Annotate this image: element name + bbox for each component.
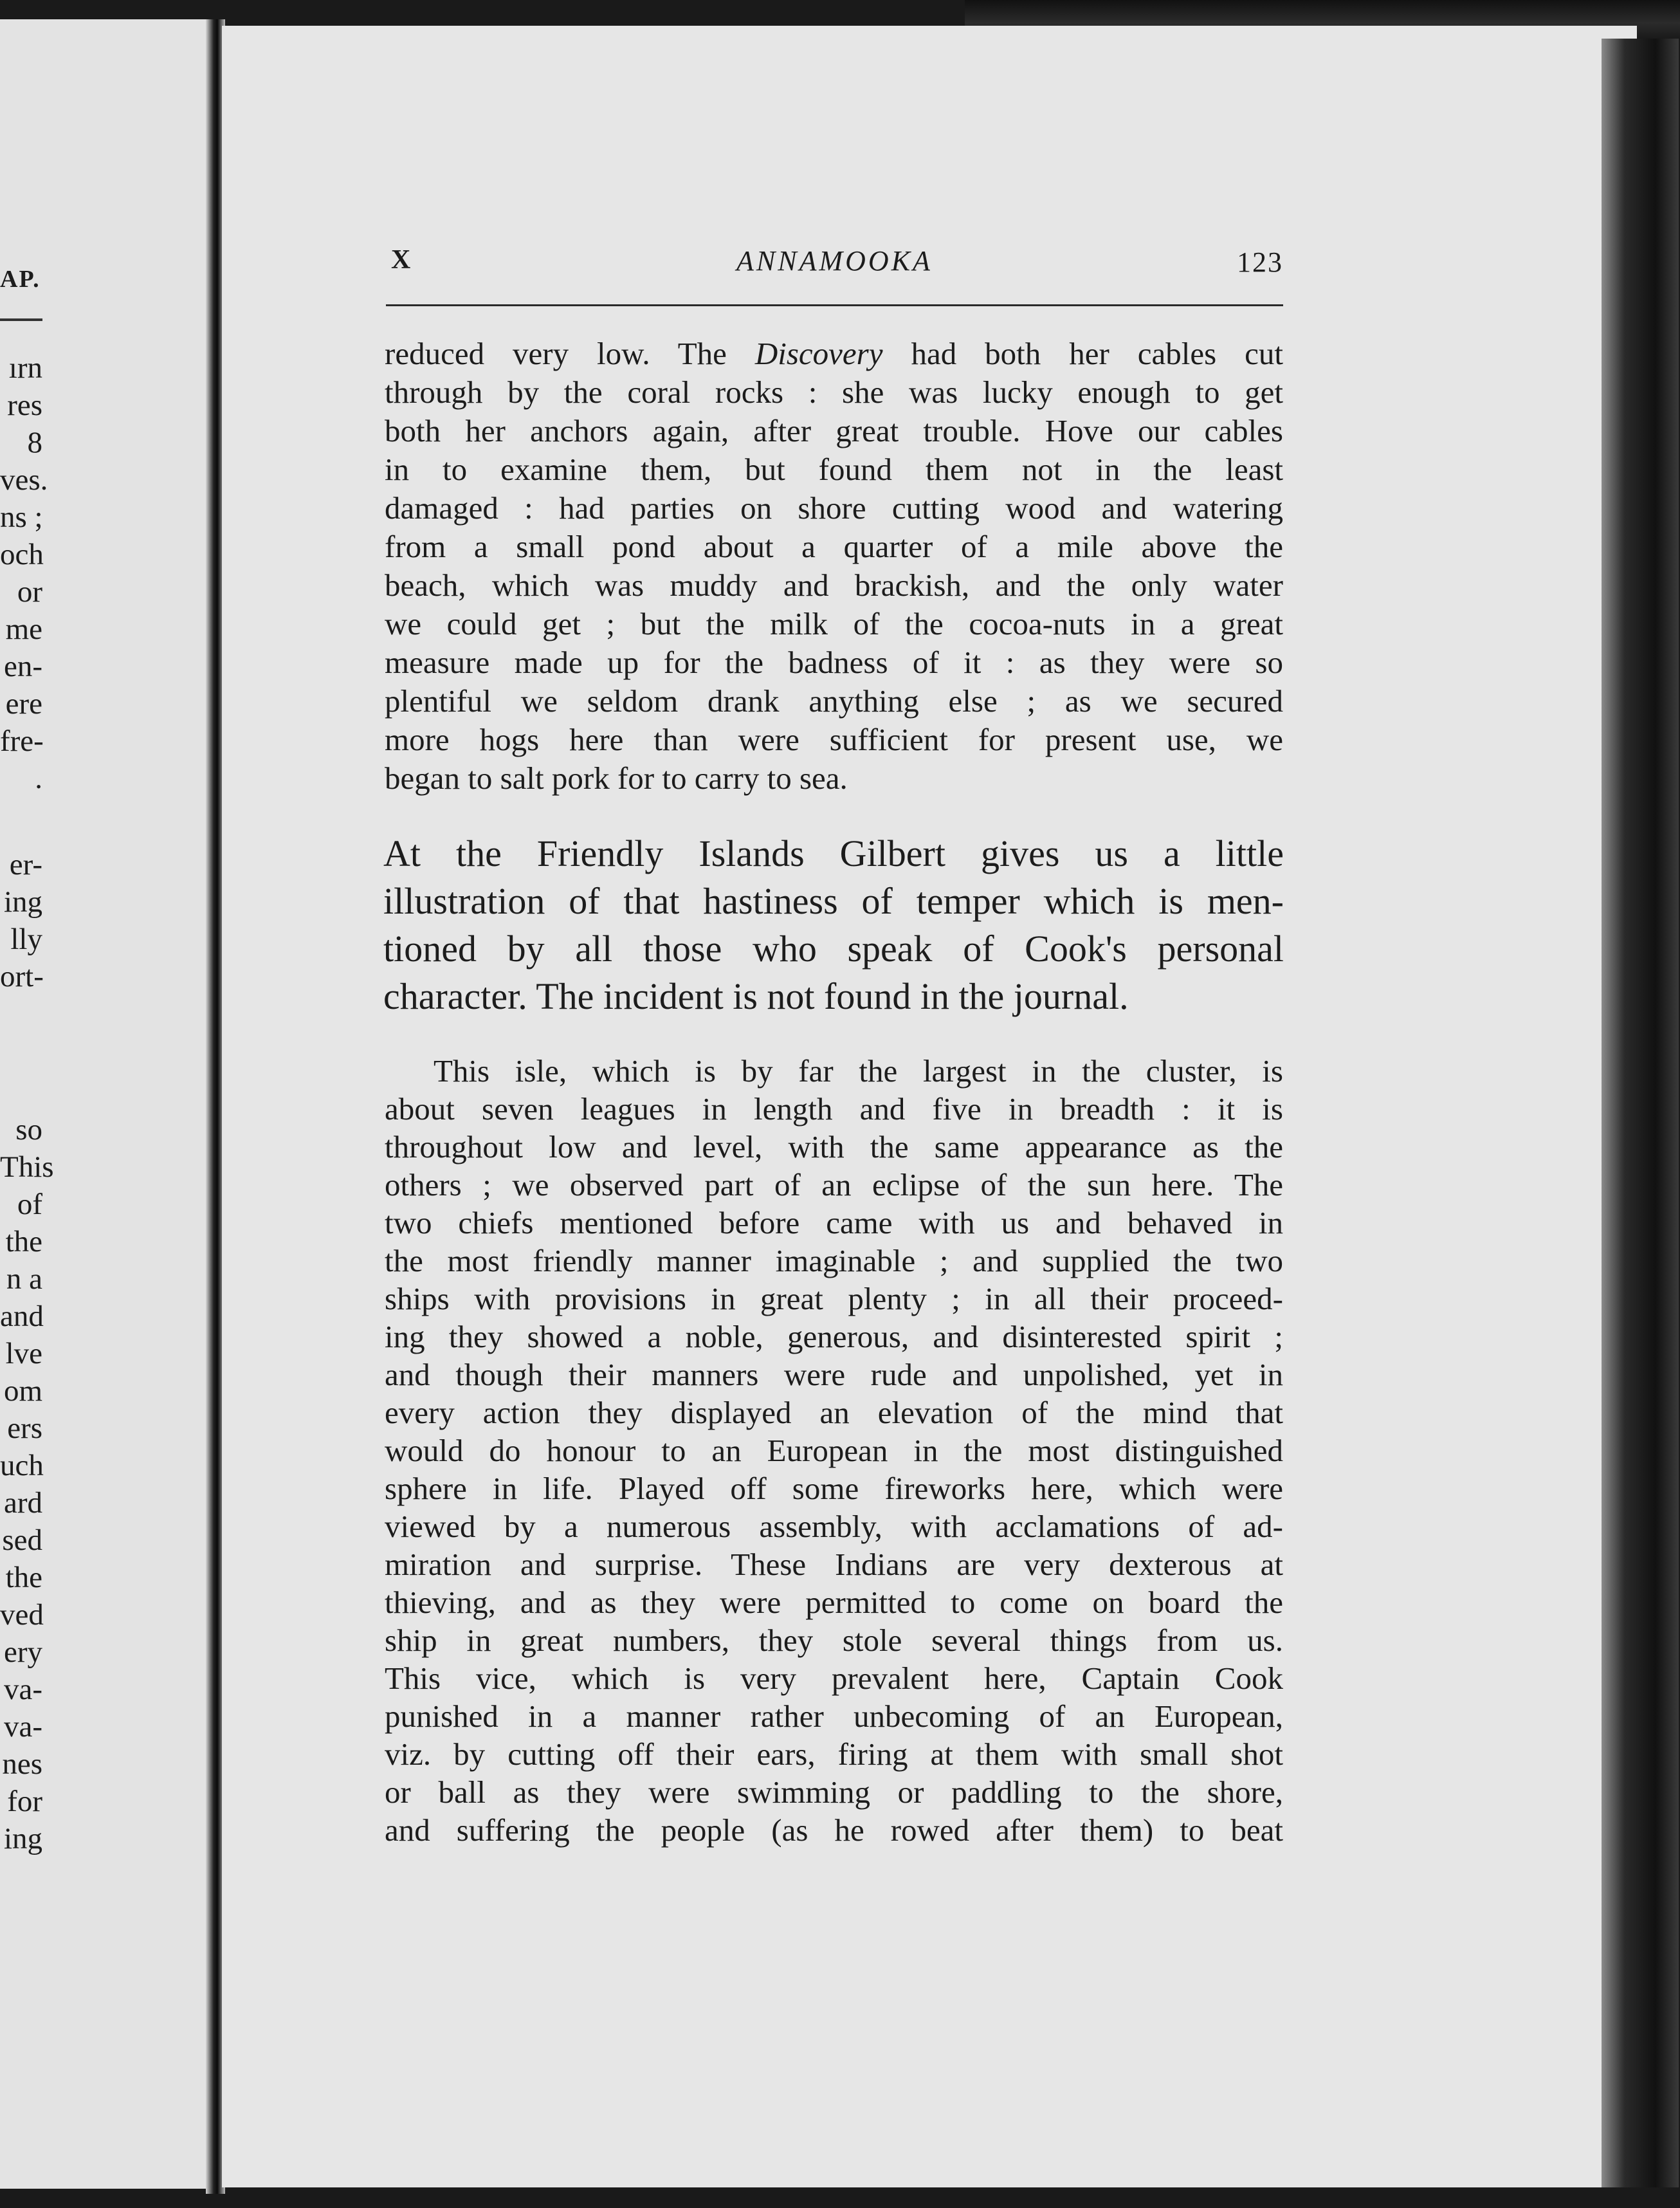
line-fragment: or	[17, 575, 42, 609]
commentary-line: illustration of that hastiness of temper which is men-	[383, 880, 1284, 922]
commentary-line: character. The incident is not found in the journal.	[383, 975, 1129, 1017]
text-line: more hogs here than were sufficient for present use, we	[385, 722, 1283, 757]
previous-page-line-fragments	[0, 1111, 54, 1857]
text-line: beach, which was muddy and brackish, and the only water	[385, 567, 1283, 603]
line-fragment: n a	[6, 1262, 42, 1296]
page-number: 123	[1237, 246, 1283, 278]
text-line: the most friendly manner imaginable ; and supplied the two	[385, 1243, 1283, 1278]
text-line: others ; we observed part of an eclipse of the sun here. The	[385, 1167, 1283, 1202]
text-line: sphere in life. Played off some fireworks here, which were	[385, 1471, 1283, 1506]
page-stack-edge	[1602, 39, 1679, 2187]
line-fragment: This	[0, 1150, 54, 1184]
line-fragment: res	[7, 389, 42, 422]
line-fragment: och	[0, 538, 44, 571]
text-line: damaged : had parties on shore cutting wood and watering	[385, 490, 1283, 526]
line-fragment: sed	[2, 1523, 42, 1557]
text-line: in to examine them, but found them not in the least	[385, 452, 1283, 487]
line-fragment: om	[3, 1374, 42, 1408]
line-fragment: va-	[3, 1710, 42, 1743]
text-line: or ball as they were swimming or paddling to the shore,	[385, 1774, 1283, 1810]
line-fragment: ved	[0, 1598, 44, 1632]
line-fragment: the	[5, 1561, 42, 1594]
text-line: every action they displayed an elevation of the mind that	[385, 1395, 1283, 1430]
line-fragment: lve	[5, 1337, 42, 1370]
header-rule	[386, 304, 1283, 306]
text-line: reduced very low. The Discovery had both her cables cut	[385, 336, 1284, 371]
previous-page-header-fragment: AP.	[0, 266, 41, 293]
text-line: and though their manners were rude and unpolished, yet in	[385, 1357, 1283, 1392]
text-line: two chiefs mentioned before came with us and behaved in	[385, 1205, 1283, 1240]
line-fragment: ves.	[0, 463, 48, 497]
editorial-commentary	[383, 830, 1284, 1020]
text-line: began to salt pork for to carry to sea.	[385, 760, 848, 796]
text-line: This vice, which is very prevalent here, Captain Cook	[385, 1661, 1283, 1696]
text-line: would do honour to an European in the most distinguished	[385, 1433, 1283, 1468]
line-fragment: nes	[2, 1747, 42, 1781]
text-line: through by the coral rocks : she was lucky enough to get	[385, 374, 1283, 410]
ship-name: Discovery	[754, 336, 883, 371]
line-fragment: ort-	[0, 960, 44, 993]
line-fragment: me	[5, 612, 42, 646]
line-fragment: ard	[3, 1486, 42, 1520]
previous-page	[0, 19, 217, 2189]
text-line: ship in great numbers, they stole several things from us.	[385, 1623, 1283, 1658]
journal-extract-1	[385, 335, 1283, 798]
text-line: ships with provisions in great plenty ; in all their proceed-	[385, 1281, 1283, 1316]
journal-extract-2	[385, 1052, 1283, 1849]
text-line: thieving, and as they were permitted to come on board the	[385, 1585, 1283, 1620]
running-head	[386, 244, 1283, 283]
commentary-line: At the Friendly Islands Gilbert gives us a little	[383, 833, 1284, 874]
line-fragment: uch	[0, 1449, 44, 1482]
text-line: viz. by cutting off their ears, firing at them with small shot	[385, 1736, 1283, 1772]
commentary-line: tioned by all those who speak of Cook's personal	[383, 928, 1284, 970]
line-fragment: ns ;	[0, 501, 43, 534]
chapter-number: X	[391, 245, 411, 275]
line-fragment: so	[15, 1113, 42, 1146]
line-fragment: ing	[3, 1822, 42, 1855]
text-line: ing they showed a noble, generous, and disinterested spirit ;	[385, 1319, 1283, 1354]
line-fragment: ers	[7, 1412, 42, 1445]
text-line: This isle, which is by far the largest in the cluster, is	[434, 1053, 1283, 1089]
text-line: measure made up for the badness of it : as they were so	[385, 645, 1283, 680]
line-fragment: va-	[3, 1673, 42, 1706]
line-fragment: the	[5, 1225, 42, 1258]
line-fragment: en-	[3, 650, 42, 683]
text-line: viewed by a numerous assembly, with acclamations of ad-	[385, 1509, 1283, 1544]
text-line: throughout low and level, with the same appearance as the	[385, 1129, 1283, 1164]
running-title: ANNAMOOKA	[736, 245, 933, 277]
line-fragment: 8	[27, 426, 42, 459]
previous-page-rule	[0, 318, 42, 321]
line-fragment: ery	[3, 1635, 42, 1669]
line-fragment: .	[35, 762, 42, 795]
previous-page-line-fragments	[0, 846, 42, 995]
line-fragment: for	[7, 1785, 42, 1818]
previous-page-line-fragments	[0, 349, 48, 797]
line-fragment: ırn	[8, 351, 42, 385]
text-line: punished in a manner rather unbecoming of an European,	[385, 1698, 1283, 1734]
line-fragment: and	[0, 1300, 44, 1333]
line-fragment: er-	[9, 848, 42, 881]
text-line: and suffering the people (as he rowed after them) to beat	[385, 1812, 1283, 1848]
line-fragment: ing	[3, 885, 42, 919]
line-fragment: lly	[10, 923, 42, 956]
text-line: plentiful we seldom drank anything else ; as we secured	[385, 683, 1283, 719]
text-line: miration and surprise. These Indians are very dexterous at	[385, 1547, 1283, 1582]
text-line: both her anchors again, after great trouble. Hove our cables	[385, 413, 1283, 448]
line-fragment: ere	[5, 687, 42, 721]
line-fragment: fre-	[0, 724, 44, 758]
line-fragment: of	[17, 1188, 42, 1221]
text-line: from a small pond about a quarter of a mile above the	[385, 529, 1283, 564]
text-line: about seven leagues in length and five in breadth : it is	[385, 1091, 1283, 1127]
text-line: we could get ; but the milk of the cocoa-nuts in a great	[385, 606, 1283, 641]
